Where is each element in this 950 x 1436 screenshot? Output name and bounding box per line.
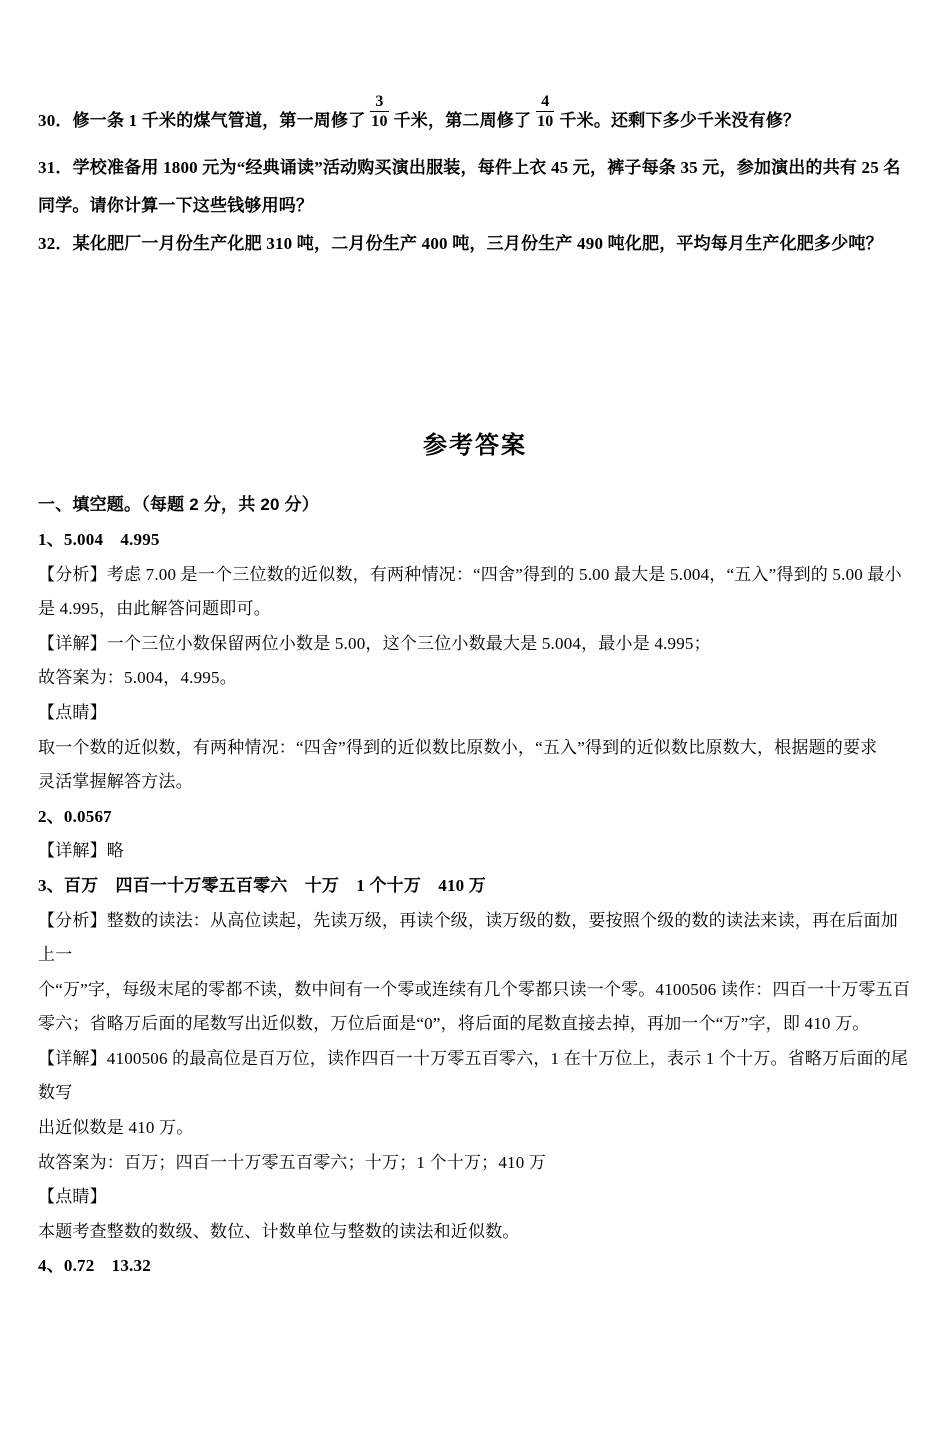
question-31-line-2: 同学。请你计算一下这些钱够用吗？ bbox=[38, 196, 314, 216]
explanation-line: 【详解】4100506 的最高位是百万位，读作四百一十万零五百零六，1 在十万位上，表示 1 个十万。省略万后面的尾数写 bbox=[38, 1048, 909, 1103]
answer-line-3: 3、百万 四百一十万零五百零六 十万 1 个十万 410 万 bbox=[38, 875, 486, 895]
conclusion-line: 故答案为：百万；四百一十万零五百零六；十万；1 个十万；410 万 bbox=[38, 1152, 547, 1172]
fraction-denominator: 10 bbox=[371, 113, 388, 131]
question-30-text-before: 30．修一条 1 千米的煤气管道，第一周修了 bbox=[38, 111, 366, 131]
explanation-line: 【详解】略 bbox=[38, 841, 124, 861]
question-30-text-after: 千米。还剩下多少千米没有修？ bbox=[559, 111, 801, 131]
analysis-line: 零六；省略万后面的尾数写出近似数，万位后面是“0”，将后面的尾数直接去掉，再加一个“万”字，即 410 万。 bbox=[38, 1014, 870, 1034]
tip-line: 灵活掌握解答方法。 bbox=[38, 772, 193, 792]
answer-section-title: 一、填空题。（每题 2 分，共 20 分） bbox=[38, 495, 319, 515]
tip-label: 【点睛】 bbox=[38, 1187, 107, 1207]
fraction-4-over-10 bbox=[536, 92, 554, 131]
question-31 bbox=[38, 149, 912, 225]
analysis-line: 【分析】考虑 7.00 是一个三位数的近似数，有两种情况：“四舍”得到的 5.00 最大是 5.004，“五入”得到的 5.00 最小 bbox=[38, 564, 902, 584]
question-30-text-between: 千米，第二周修了 bbox=[393, 111, 532, 131]
question-32-line-1: 32．某化肥厂一月份生产化肥 310 吨，二月份生产 400 吨，三月份生产 490 吨化肥，平均每月生产化肥多少吨？ bbox=[38, 234, 883, 254]
tip-line: 本题考查整数的数级、数位、计数单位与整数的读法和近似数。 bbox=[38, 1221, 520, 1241]
answer-key-heading: 参考答案 bbox=[423, 432, 527, 460]
answer-line-1: 1、5.004 4.995 bbox=[38, 529, 160, 549]
analysis-line: 是 4.995，由此解答问题即可。 bbox=[38, 599, 271, 619]
analysis-line: 【分析】整数的读法：从高位读起，先读万级，再读个级，读万级的数，要按照个级的数的读法来读，再在后面加上一 bbox=[38, 910, 898, 965]
explanation-line: 【详解】一个三位小数保留两位小数是 5.00，这个三位小数最大是 5.004，最小是 4.995； bbox=[38, 633, 711, 653]
document-page bbox=[0, 92, 950, 1436]
question-31-line-1: 31．学校准备用 1800 元为“经典诵读”活动购买演出服装，每件上衣 45 元，裤子每条 35 元，参加演出的共有 25 名 bbox=[38, 158, 901, 178]
tip-line: 取一个数的近似数，有两种情况：“四舍”得到的近似数比原数小，“五入”得到的近似数比原数大，根据题的要求 bbox=[38, 737, 878, 757]
fraction-denominator: 10 bbox=[537, 113, 554, 131]
conclusion-line: 故答案为：5.004，4.995。 bbox=[38, 668, 237, 688]
question-32 bbox=[38, 225, 912, 263]
explanation-line: 出近似数是 410 万。 bbox=[38, 1118, 194, 1138]
fraction-3-over-10 bbox=[370, 92, 388, 131]
page-content bbox=[0, 92, 950, 1284]
tip-label: 【点睛】 bbox=[38, 702, 107, 722]
answer-line-4: 4、0.72 13.32 bbox=[38, 1256, 151, 1276]
fraction-numerator: 3 bbox=[370, 92, 388, 112]
fraction-numerator: 4 bbox=[536, 92, 554, 112]
answer-key-body bbox=[38, 488, 912, 1284]
analysis-line: 个“万”字，每级末尾的零都不读，数中间有一个零或连续有几个零都只读一个零。4100506 读作：四百一十万零五百 bbox=[38, 979, 911, 999]
answer-line-2: 2、0.0567 bbox=[38, 806, 112, 826]
question-30 bbox=[38, 92, 912, 131]
